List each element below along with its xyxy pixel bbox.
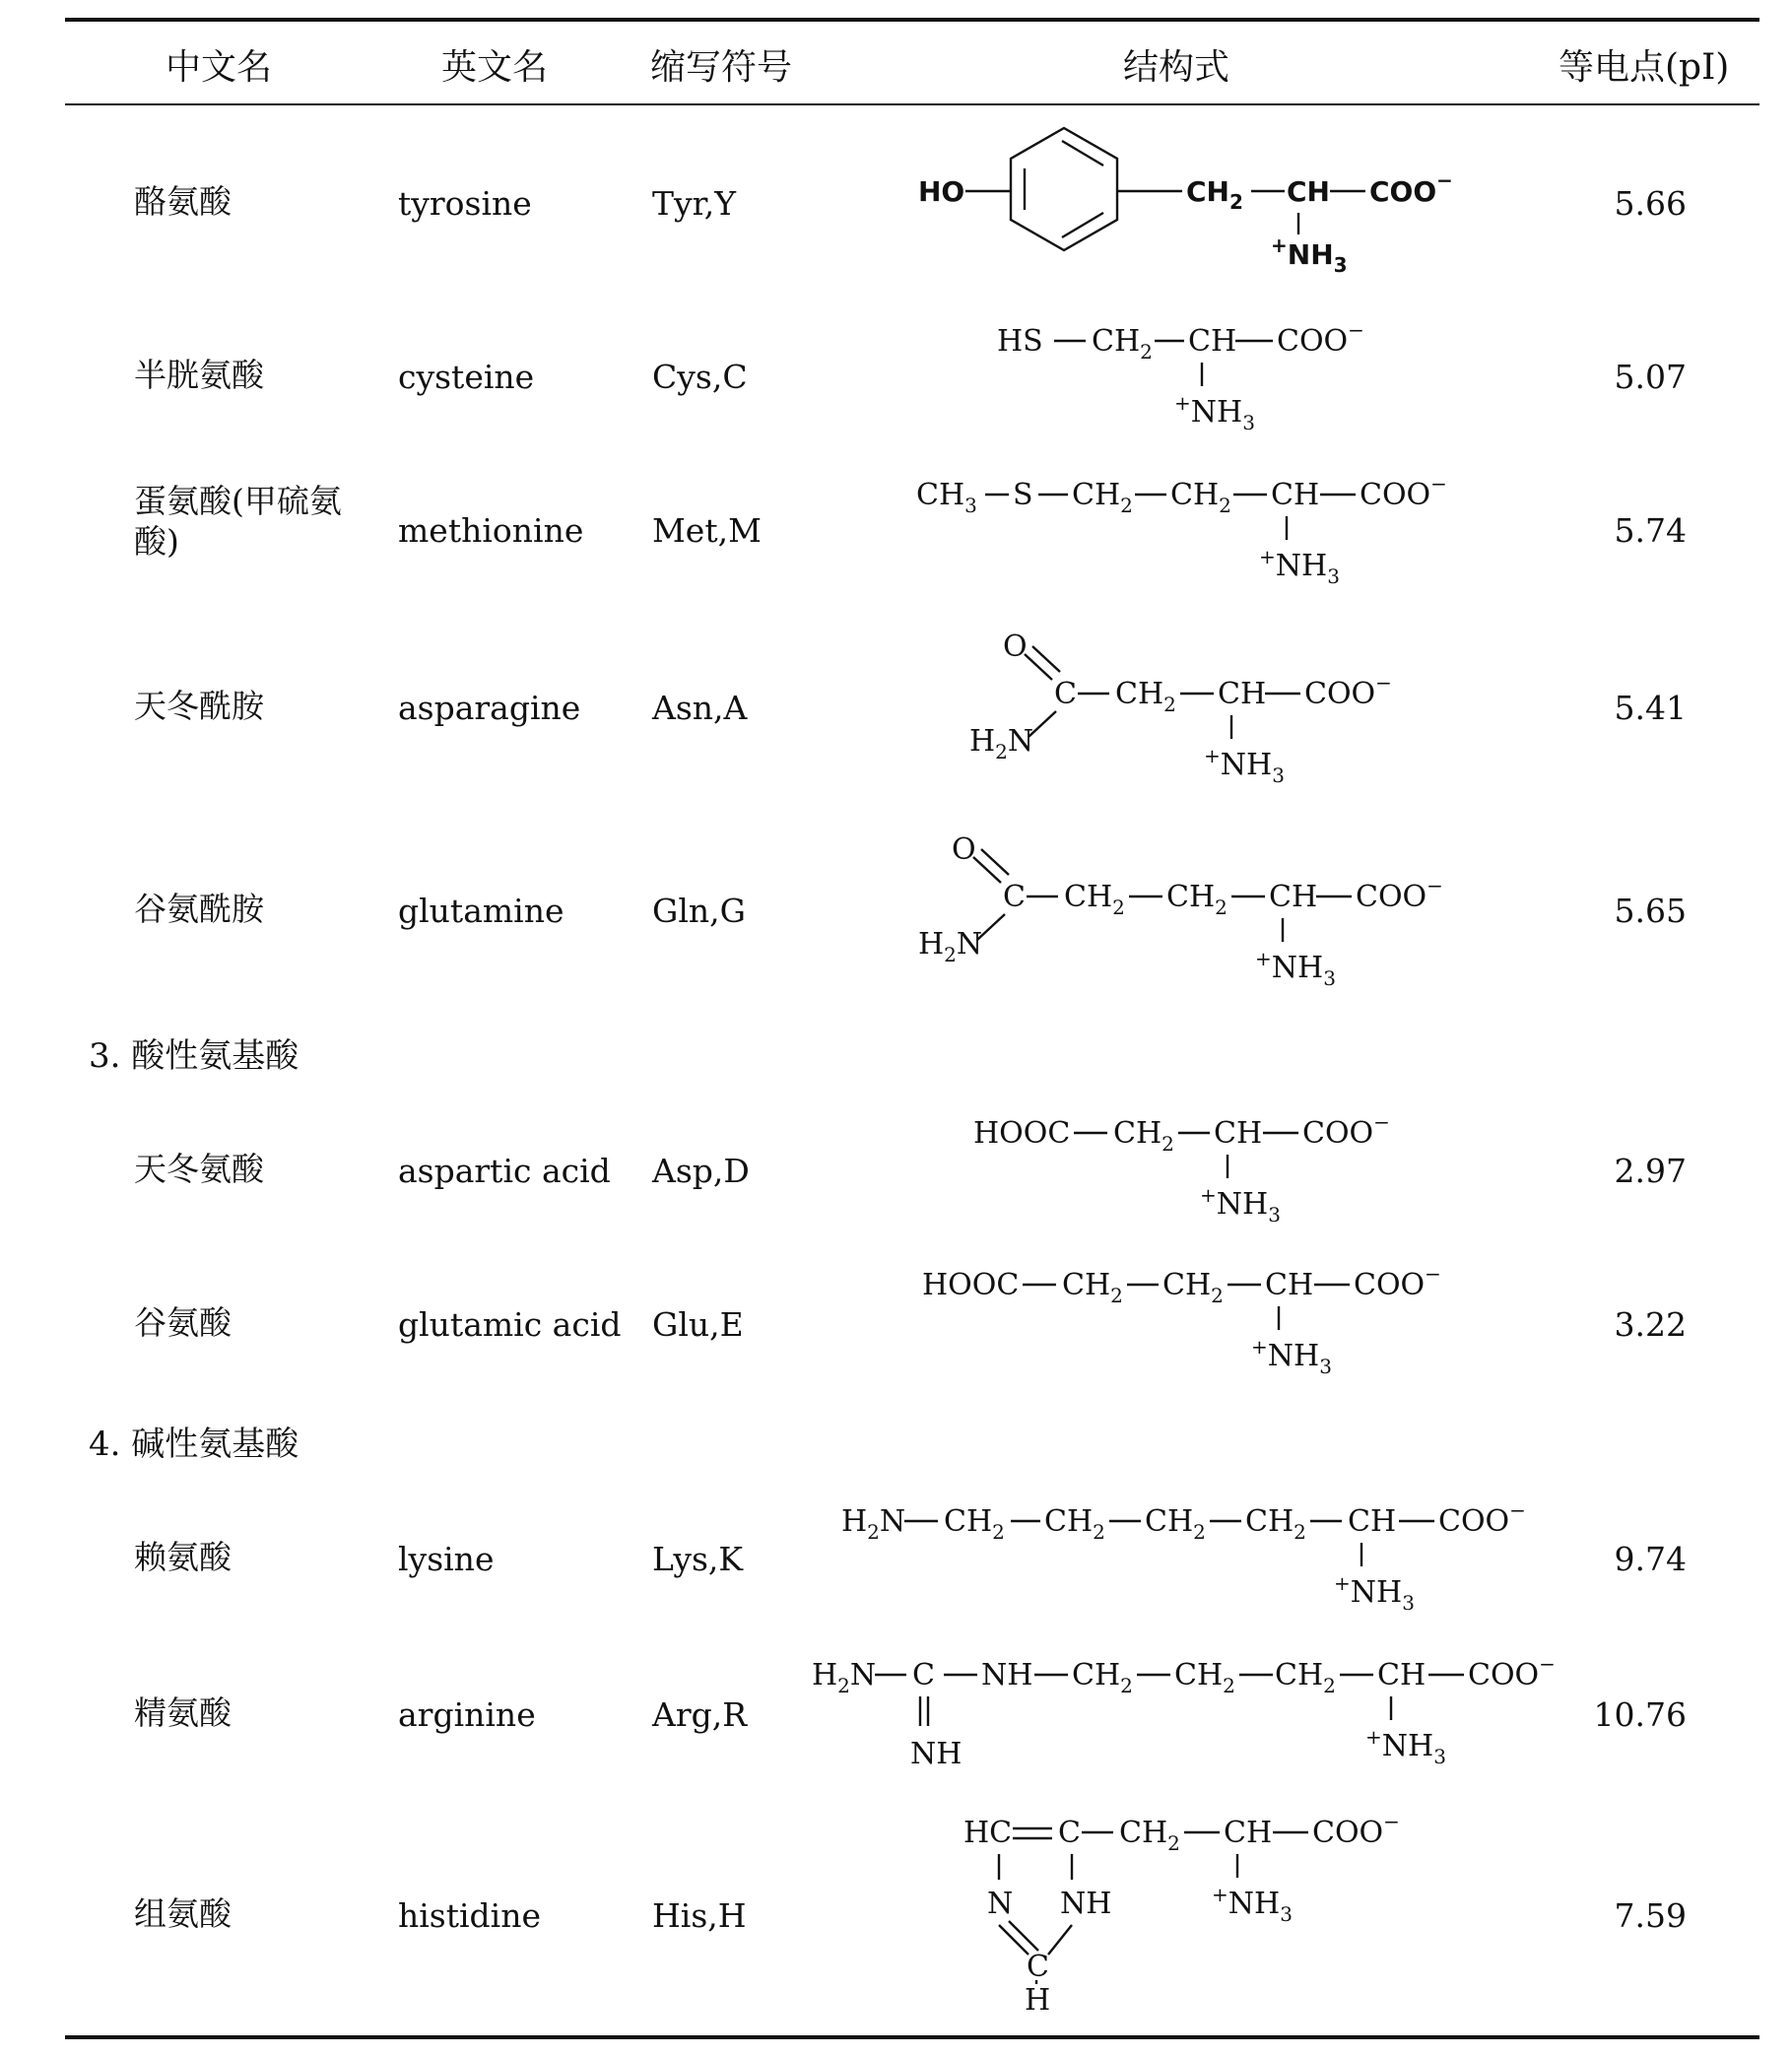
row-methionine-en: methionine xyxy=(398,511,584,550)
svg-text:CH: CH xyxy=(1224,1816,1273,1850)
svg-text:+NH3: $^+NH_3$ xyxy=(1174,391,1255,434)
svg-text:C: C xyxy=(1054,677,1077,711)
row-histidine-pi: 7.59 xyxy=(1614,1896,1687,1935)
svg-text:CH2: $CH_2$ xyxy=(1115,677,1176,716)
svg-text:H: H xyxy=(1025,1983,1051,2018)
header-structure: 结构式 xyxy=(1123,47,1230,88)
svg-text:COO−: COO− xyxy=(1277,318,1364,359)
histidine-structure xyxy=(963,1810,1400,2018)
row-asparagine-abbr: Asn,A xyxy=(652,689,748,727)
svg-text:H2N: $H_2N$ xyxy=(918,927,983,966)
row-arginine-en: arginine xyxy=(398,1695,536,1734)
svg-text:+NH3: $^+NH_3$ xyxy=(1255,947,1336,990)
svg-text:CH: CH xyxy=(1271,478,1320,512)
row-arginine-abbr: Arg,R xyxy=(652,1695,748,1734)
header-abbreviation: 缩写符号 xyxy=(650,47,793,88)
svg-text:HS: HS xyxy=(997,324,1043,359)
row-tyrosine-cn: 酪氨酸 xyxy=(134,182,232,221)
svg-text:+NH3: $^+NH_3$ xyxy=(1259,545,1340,588)
svg-text:O: O xyxy=(1003,630,1028,664)
header-isoelectric-point: 等电点(pI) xyxy=(1559,47,1730,88)
svg-text:COO−: COO− xyxy=(1369,168,1453,208)
svg-text:COO−: COO− xyxy=(1360,472,1447,512)
svg-text:CH: CH xyxy=(1188,324,1237,359)
svg-text:CH2: $CH_2$ xyxy=(1113,1116,1174,1156)
svg-text:CH2: $CH_2$ xyxy=(1092,324,1153,364)
svg-text:+NH3: $^+NH_3$ xyxy=(1212,1883,1293,1926)
svg-text:NH: NH xyxy=(910,1737,962,1771)
cysteine-structure xyxy=(997,318,1364,434)
svg-text:CH2: $CH_2$ xyxy=(1245,1504,1306,1544)
svg-text:H2N: $H_2N$ xyxy=(841,1504,906,1544)
row-histidine-en: histidine xyxy=(398,1896,542,1935)
svg-text:CH2: $CH_2$ xyxy=(1072,1658,1133,1697)
svg-text:N: N xyxy=(987,1887,1014,1921)
svg-text:CH2: $CH_2$ xyxy=(1145,1504,1206,1544)
svg-text:CH2: $CH_2$ xyxy=(1166,880,1228,919)
row-asparagine-cn: 天冬酰胺 xyxy=(134,687,264,725)
svg-text:+NH3: $^+NH_3$ xyxy=(1365,1725,1446,1768)
svg-text:CH2: $CH_2$ xyxy=(1186,175,1243,214)
row-tyrosine-pi: 5.66 xyxy=(1614,184,1687,223)
arginine-structure xyxy=(812,1652,1556,1771)
svg-text:HOOC: HOOC xyxy=(922,1268,1020,1302)
row-arginine-cn: 精氨酸 xyxy=(134,1693,232,1732)
header-chinese-name: 中文名 xyxy=(166,47,273,88)
row-methionine-pi: 5.74 xyxy=(1614,511,1687,550)
svg-text:CH: CH xyxy=(1269,880,1318,914)
row-glutamine-cn: 谷氨酰胺 xyxy=(134,890,264,928)
header-english-name: 英文名 xyxy=(441,47,549,88)
svg-text:HOOC: HOOC xyxy=(973,1116,1071,1151)
svg-text:CH2: $CH_2$ xyxy=(1072,478,1133,517)
row-asparagine-pi: 5.41 xyxy=(1614,689,1687,727)
svg-text:O: O xyxy=(952,832,976,867)
svg-text:CH2: $CH_2$ xyxy=(1170,478,1231,517)
section-basic-amino-acids: 4. 碱性氨基酸 xyxy=(89,1425,299,1464)
row-glutamine-abbr: Gln,G xyxy=(652,892,747,930)
row-glutamic-acid-en: glutamic acid xyxy=(398,1305,622,1344)
row-aspartic-acid-pi: 2.97 xyxy=(1614,1152,1687,1190)
asparagine-structure xyxy=(969,630,1392,787)
svg-text:CH: CH xyxy=(1265,1268,1314,1302)
row-glutamic-acid-cn: 谷氨酸 xyxy=(134,1303,232,1342)
svg-text:CH: CH xyxy=(1377,1658,1427,1692)
svg-text:+NH3: $^+NH_3$ xyxy=(1271,233,1348,277)
svg-text:C: C xyxy=(1027,1950,1049,1984)
svg-text:COO−: COO− xyxy=(1304,671,1392,711)
row-histidine-abbr: His,H xyxy=(652,1896,747,1935)
svg-text:+NH3: $^+NH_3$ xyxy=(1334,1571,1415,1615)
svg-text:CH2: $CH_2$ xyxy=(944,1504,1005,1544)
svg-text:C: C xyxy=(912,1658,935,1692)
svg-text:CH3: $CH_3$ xyxy=(916,478,977,517)
svg-text:H2N: $H_2N$ xyxy=(969,724,1034,763)
row-methionine-cn: 蛋氨酸(甲硫氨酸) xyxy=(134,482,342,562)
svg-text:COO−: COO− xyxy=(1354,1262,1441,1302)
section-acidic-amino-acids: 3. 酸性氨基酸 xyxy=(89,1036,299,1076)
glutamic-acid-structure xyxy=(922,1262,1441,1378)
svg-text:CH2: $CH_2$ xyxy=(1062,1268,1123,1307)
row-cysteine-abbr: Cys,C xyxy=(652,358,748,396)
svg-text:NH: NH xyxy=(981,1658,1033,1692)
chem-ho: HO xyxy=(918,175,965,208)
svg-text:COO−: COO− xyxy=(1312,1810,1400,1850)
row-aspartic-acid-cn: 天冬氨酸 xyxy=(134,1150,264,1188)
svg-text:S: S xyxy=(1013,478,1033,512)
svg-text:CH: CH xyxy=(1287,175,1330,208)
svg-text:CH2: $CH_2$ xyxy=(1162,1268,1224,1307)
row-glutamine-en: glutamine xyxy=(398,892,564,930)
methionine-structure xyxy=(916,472,1447,588)
svg-text:CH2: $CH_2$ xyxy=(1044,1504,1105,1544)
glutamine-structure xyxy=(918,832,1443,990)
svg-text:CH: CH xyxy=(1218,677,1267,711)
svg-text:+NH3: $^+NH_3$ xyxy=(1200,1183,1281,1227)
row-lysine-en: lysine xyxy=(398,1540,495,1578)
row-cysteine-cn: 半胱氨酸 xyxy=(134,356,264,394)
row-glutamine-pi: 5.65 xyxy=(1614,892,1687,930)
row-glutamic-acid-abbr: Glu,E xyxy=(652,1305,744,1344)
row-tyrosine-en: tyrosine xyxy=(398,184,532,223)
svg-text:COO−: COO− xyxy=(1468,1652,1556,1692)
row-lysine-pi: 9.74 xyxy=(1614,1540,1687,1578)
benzene-ring-icon xyxy=(1011,128,1117,250)
svg-text:CH: CH xyxy=(1348,1504,1397,1539)
row-lysine-abbr: Lys,K xyxy=(652,1540,744,1578)
svg-text:HC: HC xyxy=(963,1816,1013,1850)
aspartic-acid-structure xyxy=(973,1110,1390,1227)
svg-text:H2N: $H_2N$ xyxy=(812,1658,877,1697)
svg-text:CH: CH xyxy=(1214,1116,1263,1151)
svg-text:CH2: $CH_2$ xyxy=(1174,1658,1235,1697)
row-asparagine-en: asparagine xyxy=(398,689,581,727)
row-glutamic-acid-pi: 3.22 xyxy=(1614,1305,1687,1344)
svg-text:COO−: COO− xyxy=(1356,874,1443,914)
row-aspartic-acid-abbr: Asp,D xyxy=(652,1152,750,1190)
tyrosine-structure xyxy=(918,128,1453,277)
svg-text:CH2: $CH_2$ xyxy=(1064,880,1125,919)
svg-text:NH: NH xyxy=(1060,1887,1112,1921)
row-histidine-cn: 组氨酸 xyxy=(134,1894,232,1933)
row-cysteine-en: cysteine xyxy=(398,358,535,396)
row-methionine-abbr: Met,M xyxy=(652,511,762,550)
svg-text:+NH3: $^+NH_3$ xyxy=(1251,1335,1332,1378)
row-lysine-cn: 赖氨酸 xyxy=(134,1538,232,1576)
row-aspartic-acid-en: aspartic acid xyxy=(398,1152,611,1190)
svg-text:CH2: $CH_2$ xyxy=(1119,1816,1180,1855)
svg-text:COO−: COO− xyxy=(1438,1498,1526,1539)
row-cysteine-pi: 5.07 xyxy=(1614,358,1687,396)
svg-text:CH2: $CH_2$ xyxy=(1275,1658,1336,1697)
svg-text:+NH3: $^+NH_3$ xyxy=(1204,744,1285,787)
svg-text:C: C xyxy=(1058,1816,1081,1850)
row-tyrosine-abbr: Tyr,Y xyxy=(652,184,737,223)
svg-text:C: C xyxy=(1003,880,1026,914)
lysine-structure xyxy=(841,1498,1526,1615)
row-arginine-pi: 10.76 xyxy=(1593,1695,1687,1734)
svg-text:COO−: COO− xyxy=(1302,1110,1390,1151)
